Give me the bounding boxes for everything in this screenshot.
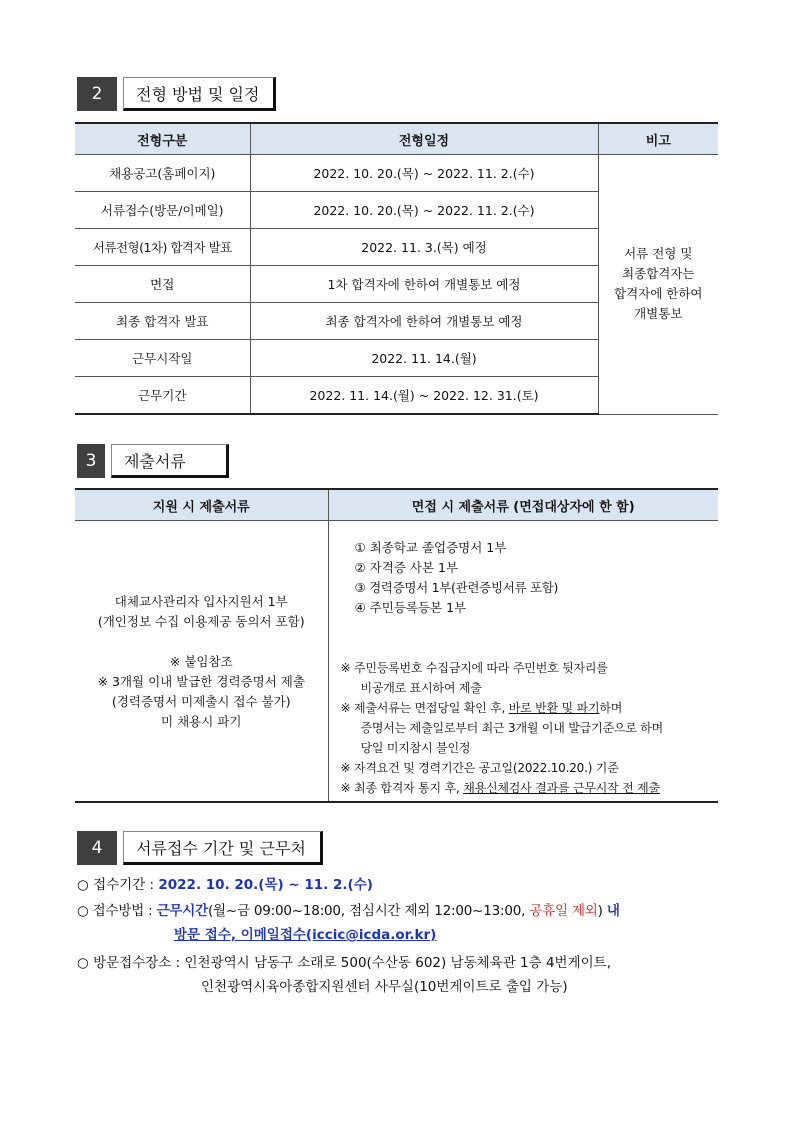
- interview-doc-item: ② 자격증 사본 1부: [354, 560, 459, 575]
- row-schedule: 1차 합격자에 한하여 개별통보 예정: [250, 266, 598, 303]
- row-schedule: 2022. 11. 14.(월) ~ 2022. 12. 31.(토): [250, 377, 598, 415]
- apply-note-line: 미 채용시 파기: [161, 714, 242, 729]
- interview-doc-item: ③ 경력증명서 1부(관련증빙서류 포함): [354, 580, 559, 595]
- apply-note-line: (경력증명서 미제출시 접수 불가): [111, 694, 291, 709]
- section-4-header: [77, 831, 323, 865]
- method-line-2: [77, 923, 620, 947]
- place-line-2: 인천광역시육아종합지원센터 사무실(10번게이트로 출입 가능): [201, 979, 568, 995]
- interview-note: ※ 주민등록번호 수집금지에 따라 주민번호 뒷자리를: [340, 661, 608, 675]
- place-line: ○ 방문접수장소 : 인천광역시 남동구 소래로 500(수산동 602) 남동체육관 1층 4번게이트,: [77, 955, 612, 971]
- documents-table: [75, 488, 718, 803]
- interview-note: 증명서는 제출일로부터 최근 3개월 이내 발급기준으로 하며: [360, 721, 664, 735]
- section-number: 2: [77, 77, 117, 111]
- note-cell: [598, 155, 718, 415]
- apply-note-line: ※ 붙임참조: [169, 654, 233, 669]
- table-row: [75, 155, 718, 192]
- interview-doc-item: ① 최종학교 졸업증명서 1부: [354, 540, 507, 555]
- section-title: 제출서류: [111, 444, 229, 478]
- interview-docs-cell: [328, 521, 718, 803]
- row-category: 근무시작일: [75, 340, 250, 377]
- interview-note: ※ 자격요건 및 경력기간은 공고일(2022.10.20.) 기준: [340, 761, 619, 775]
- apply-docs-cell: [75, 521, 328, 803]
- section-title: 전형 방법 및 일정: [123, 77, 276, 111]
- table-header-row: [75, 123, 718, 155]
- header-schedule: 전형일정: [250, 123, 598, 155]
- schedule-table: [75, 122, 718, 415]
- method-line: ○ 접수방법 : 근무시간(월~금 09:00~18:00, 점심시간 제외 12:00~13:00, 공휴일 제외) 내: [77, 903, 620, 919]
- apply-doc-line: (개인정보 수집 이용제공 동의서 포함): [97, 614, 305, 629]
- underlined-text: 바로 반환 및 파기: [508, 701, 600, 715]
- row-schedule: 최종 합격자에 한하여 개별통보 예정: [250, 303, 598, 340]
- note-line: 최종합격자는: [622, 266, 695, 282]
- table-row: [75, 521, 718, 803]
- header-category: 전형구분: [75, 123, 250, 155]
- interview-note: ※ 제출서류는 면접당일 확인 후, 바로 반환 및 파기하며: [340, 701, 623, 715]
- interview-doc-item: ④ 주민등록등본 1부: [354, 600, 467, 615]
- section-title: 서류접수 기간 및 근무처: [123, 831, 323, 865]
- interview-note: ※ 최종 합격자 통지 후, 채용신체검사 결과를 근무시작 전 제출: [340, 781, 660, 795]
- row-category: 서류접수(방문/이메일): [75, 192, 250, 229]
- period-value: 2022. 10. 20.(목) ~ 11. 2.(수): [158, 877, 373, 893]
- period-line: ○ 접수기간 : 2022. 10. 20.(목) ~ 11. 2.(수): [77, 877, 373, 893]
- table-header-row: [75, 489, 718, 521]
- section-2-header: [77, 77, 276, 111]
- section-number: 3: [77, 444, 105, 478]
- header-apply-docs: 지원 시 제출서류: [75, 489, 328, 521]
- note-line: 서류 전형 및: [624, 246, 693, 262]
- note-line: 개별통보: [634, 306, 683, 322]
- row-category: 근무기간: [75, 377, 250, 415]
- section-number: 4: [77, 831, 117, 865]
- row-category: 면접: [75, 266, 250, 303]
- interview-note: 비공개로 표시하여 제출: [360, 681, 482, 695]
- row-schedule: 2022. 10. 20.(목) ~ 2022. 11. 2.(수): [250, 192, 598, 229]
- underlined-text: 채용신체검사 결과를 근무시작 전 제출: [463, 781, 660, 795]
- interview-note: 당일 미지참시 불인정: [360, 741, 471, 755]
- row-category: 서류전형(1차) 합격자 발표: [75, 229, 250, 266]
- apply-note-line: ※ 3개월 이내 발급한 경력증명서 제출: [97, 674, 305, 689]
- header-interview-docs: 면접 시 제출서류 (면접대상자에 한 함): [328, 489, 718, 521]
- section-3-header: [77, 444, 229, 478]
- row-category: 최종 합격자 발표: [75, 303, 250, 340]
- note-line: 합격자에 한하여: [614, 286, 703, 302]
- application-info: [77, 873, 620, 999]
- email-link[interactable]: 방문 접수, 이메일접수(iccic@icda.or.kr): [174, 927, 437, 943]
- row-schedule: 2022. 10. 20.(목) ~ 2022. 11. 2.(수): [250, 155, 598, 192]
- row-schedule: 2022. 11. 14.(월): [250, 340, 598, 377]
- row-category: 채용공고(홈페이지): [75, 155, 250, 192]
- apply-doc-line: 대체교사관리자 입사지원서 1부: [114, 594, 288, 609]
- header-note: 비고: [598, 123, 718, 155]
- row-schedule: 2022. 11. 3.(목) 예정: [250, 229, 598, 266]
